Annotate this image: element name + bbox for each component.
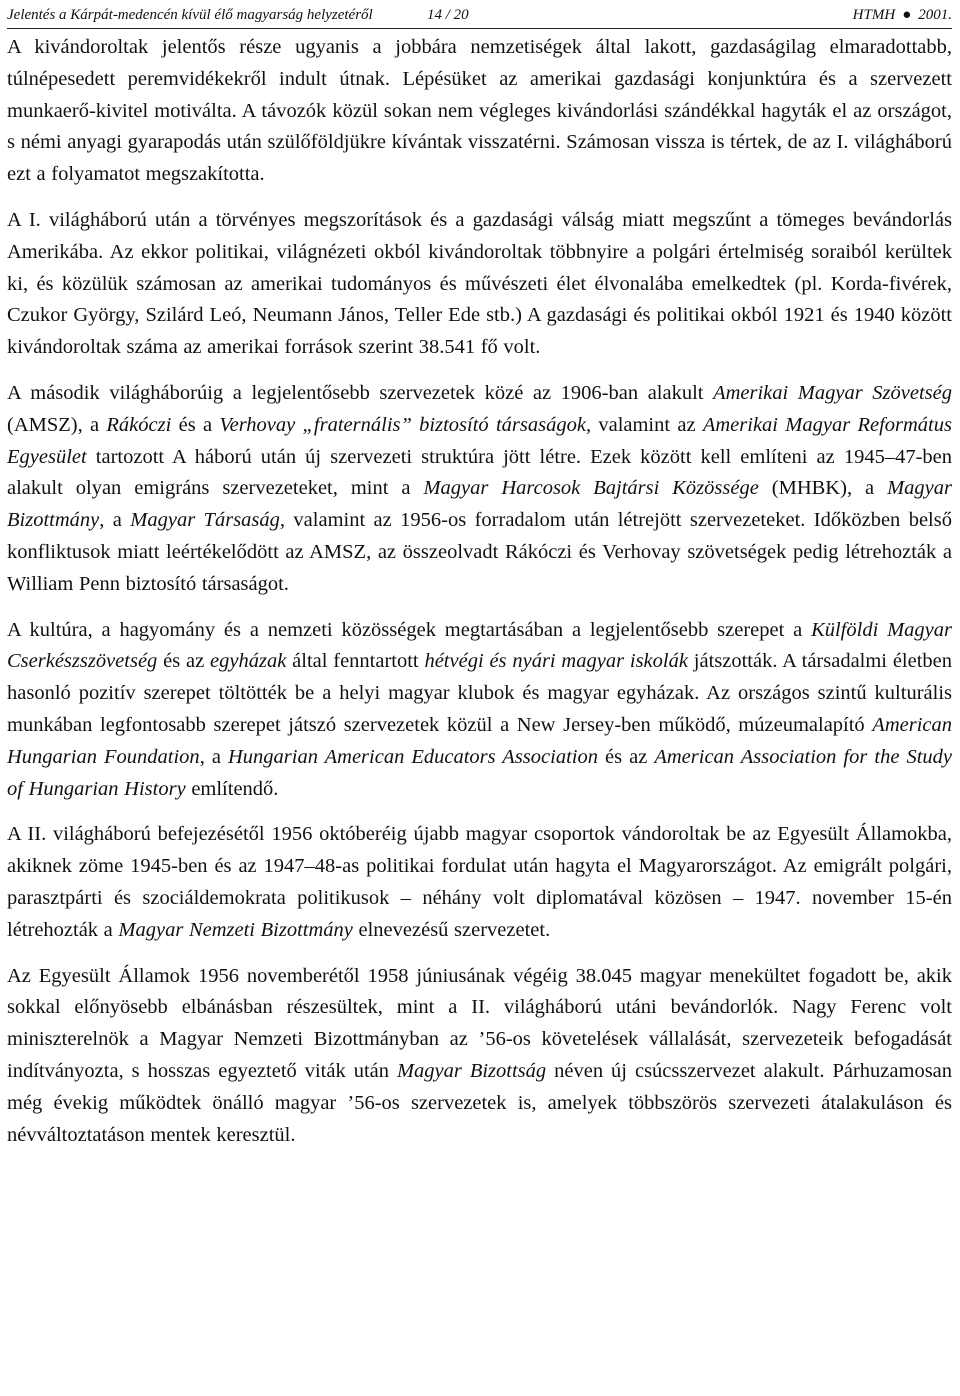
header-source [853, 2, 952, 28]
italic-text: Amerikai Magyar Református Egyesület [7, 413, 952, 468]
text-run: elnevezésű szervezetet. [352, 918, 551, 941]
paragraph-6 [7, 961, 952, 1152]
text-run: és az [597, 745, 655, 768]
text-run: és az [157, 650, 211, 673]
text-run: A kivándoroltak jelentős része ugyanis a jobbára nemzetiségek által lakott, gazdaságilag elmaradottabb, túlnépesedett peremvidékekről indult útnak. Lépésüket az amerikai gazdasági konjunktúra és a szervezett munkaerő-kivitel motiválta. A távozók közül sokan nem végleges kivándorlási szándékkal hagyták el az országot, s némi anyagi gyarapodás után szülőföldjükre kívántak visszatérni. Számosan vissza is tértek, de az I. világháború ezt a folyamatot megszakította. [7, 36, 952, 186]
italic-text: hétvégi és nyári magyar iskolák [424, 650, 688, 673]
text-run: A I. világháború után a törvényes megszorítások és a gazdasági válság miatt megszűnt a tömeges bevándorlás Amerikába. Az ekkor politikai, világnézeti okból kivándoroltak többnyire a polgári értelmiség soraiból kerültek ki, és közülük számosan az amerikai tudományos és művészeti élet élvonalába emelkedtek (pl. Korda-fivérek, Czukor György, Szilárd Leó, Neumann János, Teller Ede stb.) A gazdasági és politikai okból 1921 és 1940 között kivándoroltak száma az amerikai források szerint 38.541 fő volt. [7, 208, 952, 359]
italic-text: Magyar Harcosok Bajtársi Közössége [423, 477, 759, 500]
text-run: tartozott A háború után új szervezeti struktúra jött létre. Ezek között kell említeni az 1945–47-ben alakult olyan emigráns szervezeteket, mint a [7, 445, 952, 500]
paragraph-1 [7, 32, 952, 191]
italic-text: Magyar Bizottmány [7, 477, 952, 532]
paragraph-2 [7, 205, 952, 364]
text-run: (AMSZ), a [7, 413, 107, 436]
text-run: néven új csúcsszervezet alakult. Párhuzamosan még évekig működtek önálló magyar ’56-os szervezetek is, amelyek többszörös szervezeti átalakuláson és névváltoztatáson mentek keresztül. [7, 1059, 953, 1146]
bullet-icon: ● [902, 7, 912, 23]
italic-text: Magyar Társaság [130, 509, 280, 532]
italic-text: American Hungarian Foundation [7, 713, 952, 768]
text-run: említendő. [185, 777, 279, 800]
text-run: , valamint az 1956-os forradalom után létrejött szervezeteket. Időközben belső konfliktusok miatt leértékelődött az AMSZ, az összeolvadt Rákóczi és Verhovay szövetségek pedig létrehozták a William Penn biztosító társaságot. [7, 509, 952, 595]
text-run: A kultúra, a hagyomány és a nemzeti közösségek megtartásában a legjelentősebb szerepet a [7, 618, 812, 641]
text-run: Az Egyesült Államok 1956 novemberétől 1958 júniusának végéig 38.045 magyar menekültet fogadott be, akik sokkal előnyösebb elbánásban részesültek, mint a II. világháború utáni bevándorlók. Nagy Ferenc volt miniszterelnök a Magyar Nemzeti Bizottmányban az ’56-os követelések vállalását, szervezeteik befogadását indítványozta, s hosszas egyeztető viták után [7, 964, 952, 1082]
text-run: (MHBK), a [758, 477, 888, 500]
italic-text: Verhovay „fraternális” biztosító társaságok [219, 413, 586, 436]
year-label: 2001. [918, 7, 952, 23]
text-run: játszották. A társadalmi életben hasonló pozitív szerepet töltötték be a helyi magyar klubok és magyar egyházak. Az országos szintű kulturális munkában legfontosabb szerepet játszó szervezetek közül a New Jersey-ben működő, múzeumalapító [7, 650, 953, 736]
paragraph-4 [7, 615, 952, 806]
text-run: , a [99, 509, 131, 532]
text-run: és a [171, 413, 220, 436]
document-body [7, 32, 952, 1165]
italic-text: Rákóczi [106, 413, 172, 436]
text-run: A második világháborúig a legjelentősebb szervezetek közé az 1906-ban alakult [7, 381, 714, 404]
page-header [7, 2, 952, 29]
document-title: Jelentés a Kárpát-medencén kívül élő magyarság helyzetéről [7, 7, 373, 23]
italic-text: Külföldi Magyar Cserkészszövetség [7, 618, 952, 673]
text-run: , valamint az [585, 413, 703, 436]
italic-text: American Association for the Study of Hungarian History [7, 745, 952, 800]
text-run: által fenntartott [286, 650, 425, 673]
paragraph-5 [7, 819, 952, 946]
page-number: 14 / 20 [427, 7, 469, 23]
text-run: A II. világháború befejezésétől 1956 októberéig újabb magyar csoportok vándoroltak be az Egyesült Államokba, akiknek zöme 1945-ben és az 1947–48-as politikai fordulat után hagyta el Magyarországot. Az emigrált polgári, parasztpárti és szociáldemokrata politikusok – néhány volt diplomatával közösen – 1947. november 15-én létrehozták a [7, 823, 952, 941]
italic-text: Magyar Bizottság [396, 1059, 547, 1082]
italic-text: Amerikai Magyar Szövetség [713, 381, 952, 404]
paragraph-3 [7, 378, 952, 601]
italic-text: Magyar Nemzeti Bizottmány [118, 918, 353, 941]
source-label: HTMH [852, 7, 896, 23]
text-run: , a [199, 745, 228, 768]
italic-text: Hungarian American Educators Association [227, 745, 598, 768]
italic-text: egyházak [210, 650, 287, 673]
